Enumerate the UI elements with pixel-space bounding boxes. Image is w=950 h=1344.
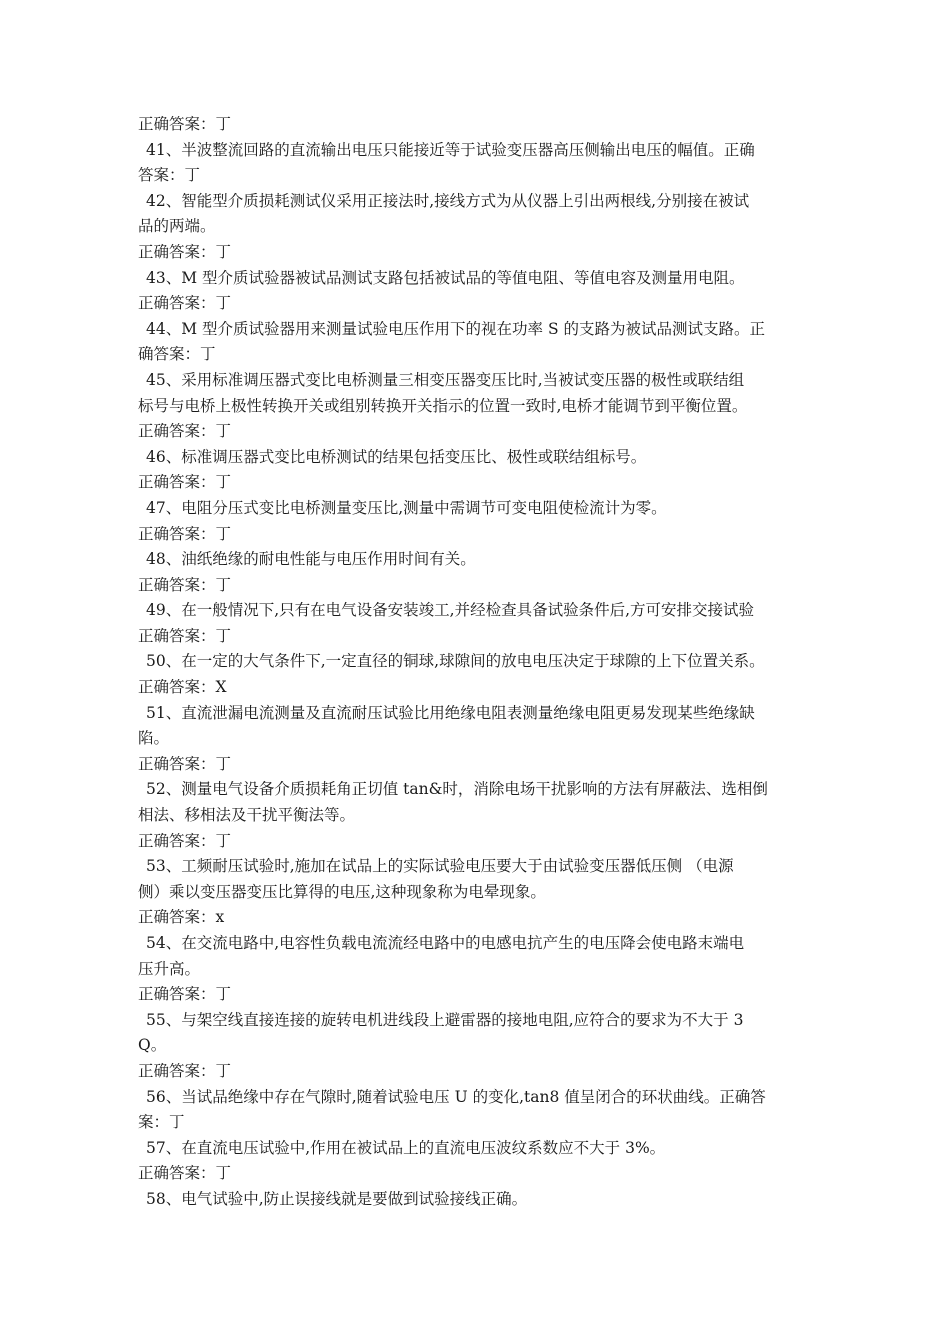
question-line: 57、在直流电压试验中,作用在被试品上的直流电压波纹系数应不大于 3%。 (146, 1138, 666, 1157)
answer-line: 正确答案：丁 (138, 115, 232, 133)
answer-line: 正确答案：丁 (138, 754, 232, 773)
answer-line: 相法、移相法及干扰平衡法等。 (138, 806, 356, 825)
answer-line: 正确答案：丁 (138, 294, 232, 313)
question-line: 53、工频耐压试验时,施加在试品上的实际试验电压要大于由试验变压器低压侧 （电源 (146, 857, 734, 876)
answer-line: 品的两端。 (138, 217, 216, 236)
answer-line: 案：丁 (138, 1113, 185, 1132)
answer-line: 正确答案：丁 (138, 242, 232, 261)
answer-line: 侧）乘以变压器变压比算得的电压,这种现象称为电晕现象。 (138, 882, 546, 901)
answer-line: Q。 (138, 1036, 167, 1055)
question-line: 46、标准调压器式变比电桥测试的结果包括变压比、极性或联结组标号。 (146, 447, 647, 466)
answer-line: 正确答案：丁 (138, 575, 232, 594)
question-line: 51、直流泄漏电流测量及直流耐压试验比用绝缘电阻表测量绝缘电阻更易发现某些绝缘缺 (146, 703, 755, 722)
question-line: 56、当试品绝缘中存在气隙时,随着试验电压 U 的变化,tan8 值呈闭合的环状曲线。正确答 (146, 1087, 766, 1106)
document-body (138, 112, 818, 1213)
answer-line: 确答案：丁 (138, 345, 216, 364)
answer-line: 陷。 (138, 729, 170, 748)
answer-line: 标号与电桥上极性转换开关或组别转换开关指示的位置一致时,电桥才能调节到平衡位置。 (138, 396, 748, 415)
question-line: 52、测量电气设备介质损耗角正切值 tan&时，消除电场干扰影响的方法有屏蔽法、选相倒 (146, 780, 768, 799)
answer-line: 正确答案：丁 (138, 1061, 232, 1080)
answer-line: 正确答案：x (138, 908, 225, 927)
answer-line: 正确答案：X (138, 678, 227, 697)
answer-line: 正确答案：丁 (138, 831, 232, 850)
question-line: 58、电气试验中,防止误接线就是要做到试验接线正确。 (146, 1189, 528, 1208)
question-line: 44、M 型介质试验器用来测量试验电压作用下的视在功率 S 的支路为被试品测试支路。正 (146, 319, 765, 338)
answer-line: 正确答案：丁 (138, 422, 232, 441)
question-line: 49、在一般情况下,只有在电气设备安装竣工,并经检查具备试验条件后,方可安排交接试验 (146, 601, 755, 620)
answer-line: 答案：丁 (138, 166, 201, 185)
answer-line: 压升高。 (138, 959, 201, 978)
answer-line: 正确答案：丁 (138, 1164, 232, 1183)
answer-line: 正确答案：丁 (138, 473, 232, 492)
answer-line: 正确答案：丁 (138, 524, 232, 543)
question-line: 42、智能型介质损耗测试仪采用正接法时,接线方式为从仪器上引出两根线,分别接在被试 (146, 191, 750, 210)
answer-line: 正确答案：丁 (138, 626, 232, 645)
question-line: 47、电阻分压式变比电桥测量变压比,测量中需调节可变电阻使检流计为零。 (146, 498, 667, 517)
question-line: 54、在交流电路中,电容性负载电流流经电路中的电感电抗产生的电压降会使电路末端电 (146, 934, 745, 952)
answer-line: 正确答案：丁 (138, 985, 232, 1004)
question-line: 45、采用标准调压器式变比电桥测量三相变压器变压比时,当被试变压器的极性或联结组 (146, 370, 745, 389)
question-line: 43、M 型介质试验器被试品测试支路包括被试品的等值电阻、等值电容及测量用电阻。 (146, 268, 745, 287)
question-line: 50、在一定的大气条件下,一定直径的铜球,球隙间的放电电压决定于球隙的上下位置关系。 (146, 652, 765, 671)
question-line: 55、与架空线直接连接的旋转电机进线段上避雷器的接地电阻,应符合的要求为不大于 3 (146, 1010, 744, 1029)
question-line: 48、油纸绝缘的耐电性能与电压作用时间有关。 (146, 550, 476, 569)
question-line: 41、半波整流回路的直流输出电压只能接近等于试验变压器高压侧输出电压的幅值。正确 (146, 140, 755, 159)
